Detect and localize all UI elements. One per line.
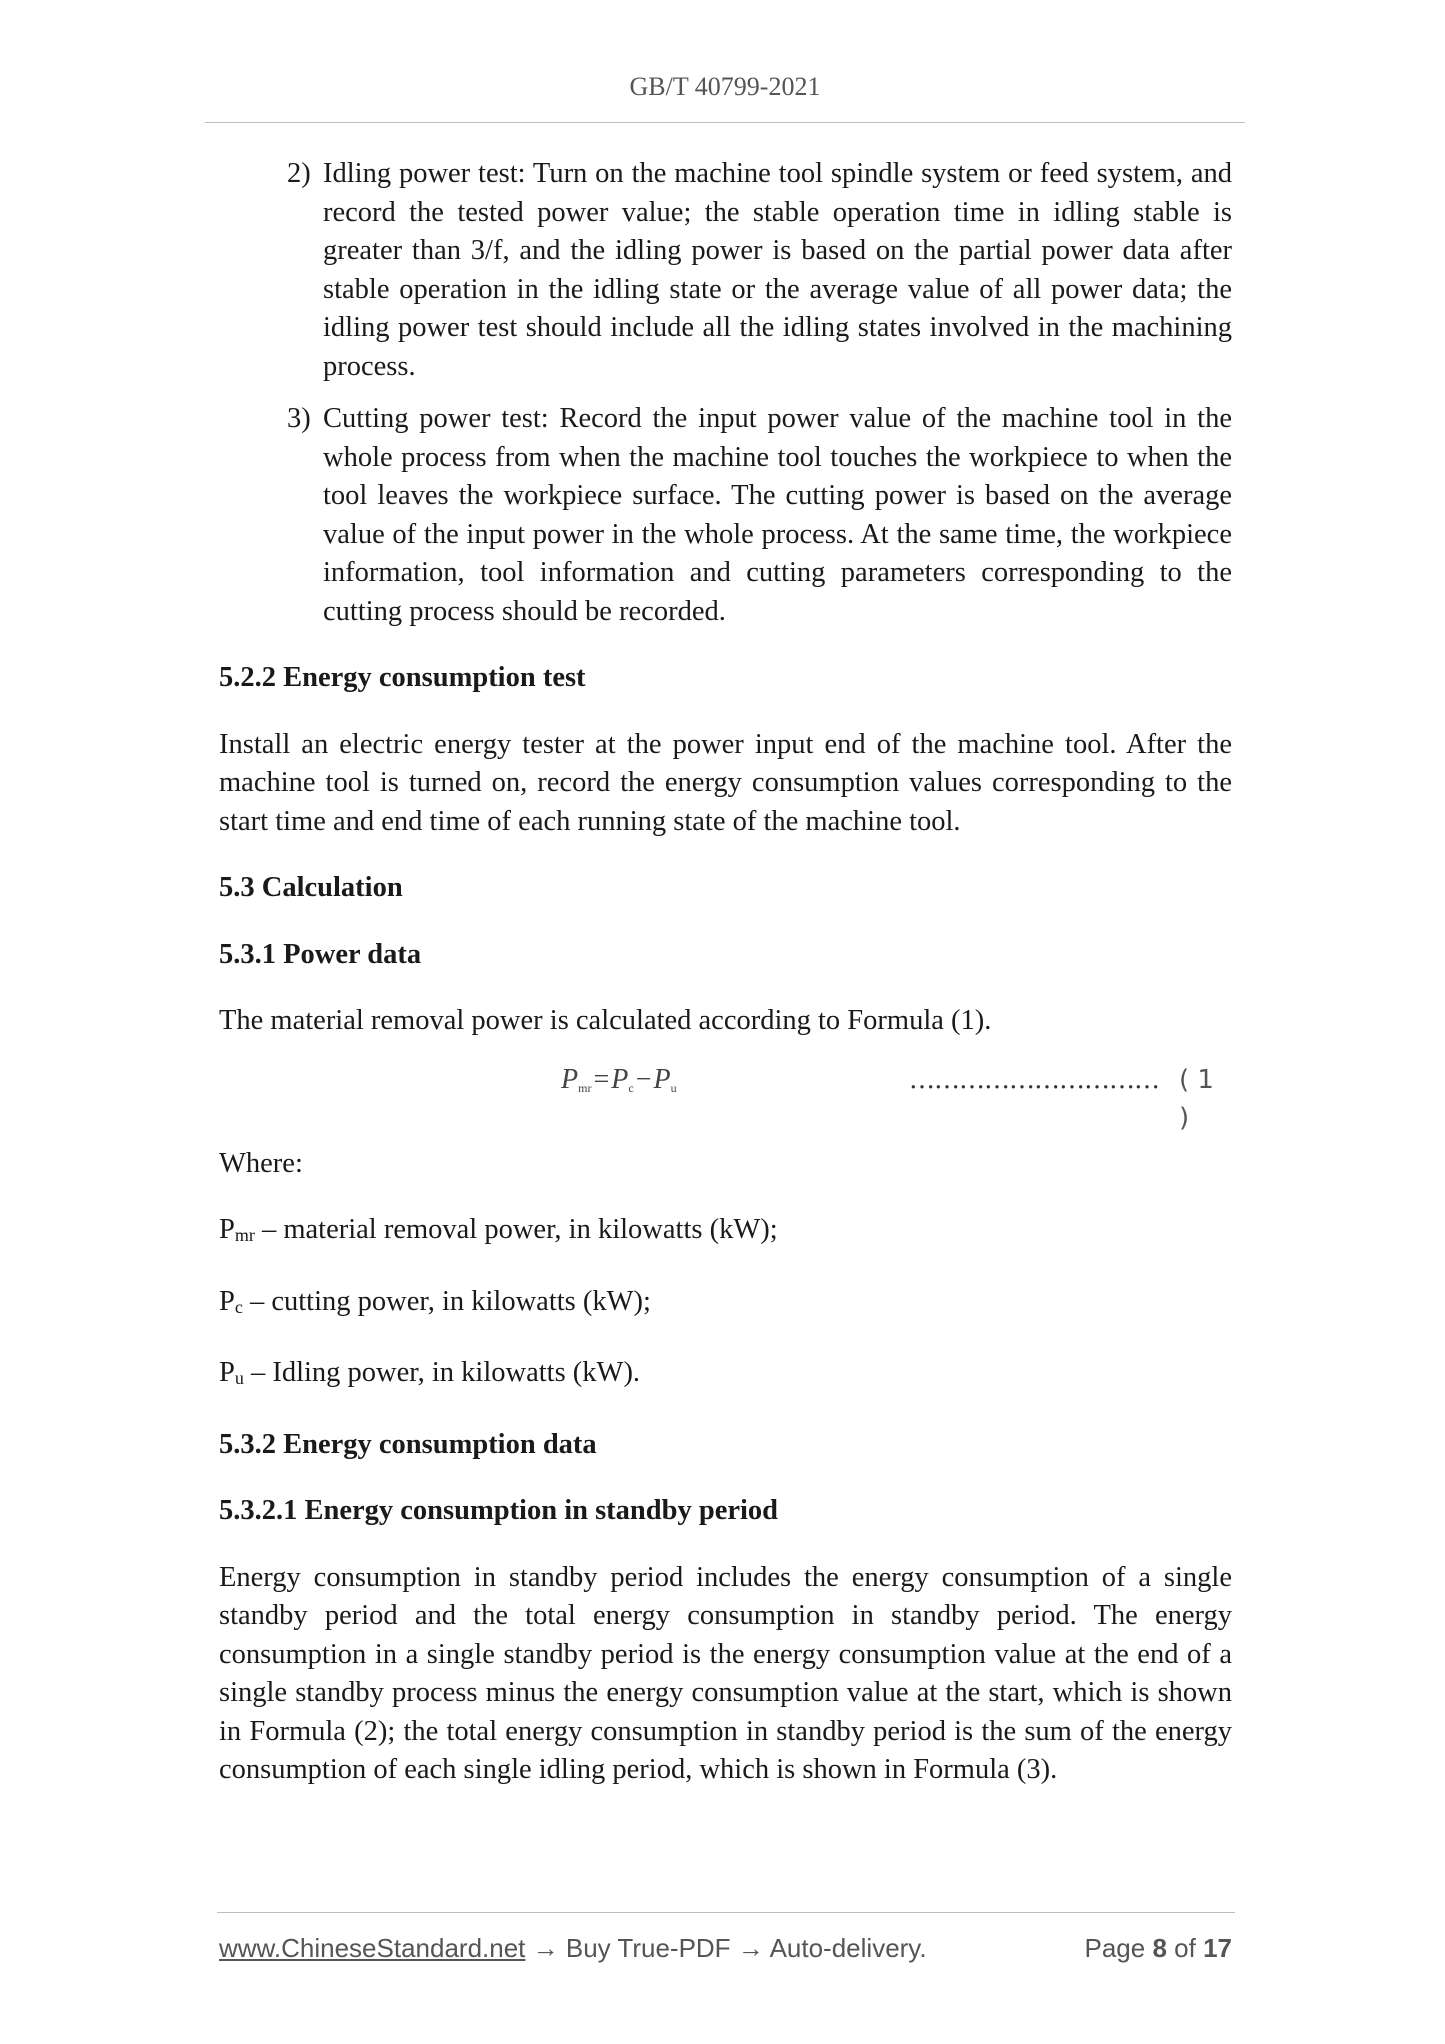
document-number-header: GB/T 40799-2021: [629, 72, 821, 101]
paragraph-power-data: The material removal power is calculated according to Formula (1).: [219, 1005, 992, 1036]
list-item-text: Idling power test: Turn on the machine tool spindle system or feed system, and record the tested power value; the stable operation time in idling stable is greater than 3/f, and the idling power is based on the partial power data after stable operation in the idling state or the average value of all power data; the idling power test should include all the idling states involved in the machining process.: [323, 158, 1232, 382]
page-content: [219, 155, 1232, 1790]
paragraph-energy-consumption-test: Install an electric energy tester at the power input end of the machine tool. After the machine tool is turned on, record the energy consumption values corresponding to the start time and end time of each running state of the machine tool.: [219, 728, 1232, 837]
list-item-cutting-power-test: [287, 400, 1232, 631]
footer-promo-text: → Buy True-PDF → Auto-delivery.: [525, 1933, 927, 1963]
formula-expression: $P_{mr}=P_c-P_u$: [561, 1063, 677, 1095]
website-link[interactable]: www.ChineseStandard.net: [219, 1933, 526, 1963]
variable-definition-pc: $P_c$ – cutting power, in kilowatts (kW);: [219, 1285, 651, 1317]
footer-promo: [219, 1933, 927, 1964]
variable-definition-pmr: $P_{mr}$ – material removal power, in kilowatts (kW);: [219, 1214, 778, 1245]
section-heading-5-3-1: 5.3.1 Power data: [219, 938, 422, 970]
section-heading-5-3: 5.3 Calculation: [219, 872, 403, 903]
list-item-number: 2): [287, 158, 311, 189]
current-page-number: 8: [1152, 1933, 1167, 1963]
where-label: Where:: [219, 1147, 303, 1179]
section-heading-5-3-2: 5.3.2 Energy consumption data: [219, 1428, 597, 1460]
header-divider: [205, 122, 1245, 123]
section-heading-5-2-2: 5.2.2 Energy consumption test: [219, 662, 586, 693]
paragraph-standby-energy: Energy consumption in standby period includes the energy consumption of a single standby period and the total energy consumption in standby period. The energy consumption in a single standby period is the energy consumption value at the end of a single standby process minus the energy consumption value at the start, which is shown in Formula (2); the total energy consumption in standby period is the sum of the energy consumption of each single idling period, which is shown in Formula (3).: [219, 1561, 1232, 1785]
total-page-count: 17: [1203, 1933, 1232, 1963]
list-item-number: 3): [287, 403, 311, 434]
list-item-idling-power-test: [287, 155, 1232, 386]
list-item-text: Cutting power test: Record the input power value of the machine tool in the whole process from when the machine tool touches the workpiece to when the tool leaves the workpiece surface. The cutting power is based on the average value of the input power in the whole process. At the same time, the workpiece information, tool information and cutting parameters corresponding to the cutting process should be recorded.: [323, 403, 1232, 627]
section-heading-5-3-2-1: 5.3.2.1 Energy consumption in standby period: [219, 1495, 779, 1526]
formula-leader-dots: …………………………: [909, 1064, 1159, 1095]
formula-number: ( 1 ): [1179, 1064, 1214, 1133]
page-indicator: Page 8 of 17: [1084, 1933, 1232, 1963]
variable-definition-pu: $P_u$ – Idling power, in kilowatts (kW).: [219, 1357, 641, 1388]
footer-divider: [217, 1912, 1235, 1913]
formula-1: [219, 1055, 1232, 1133]
